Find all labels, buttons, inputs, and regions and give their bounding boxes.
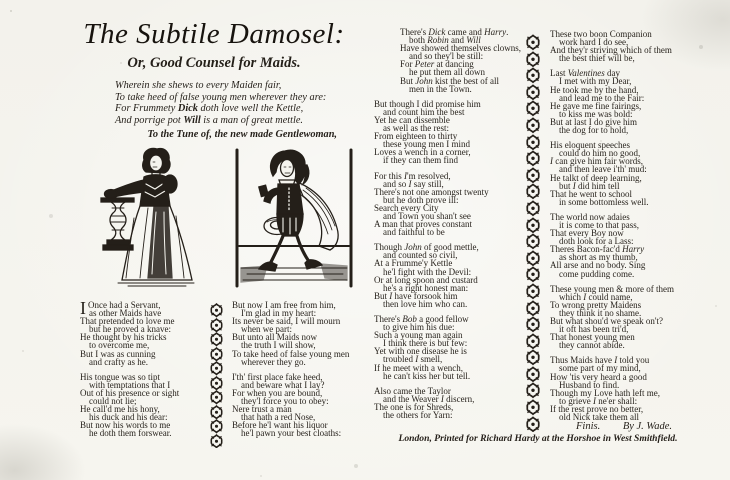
verse-line: He took me by the hand, (550, 84, 639, 95)
verse-line: Or at long spoon and custard (374, 274, 478, 285)
stanza (550, 30, 690, 62)
verse-line: the truth I will show, (241, 340, 316, 351)
verse-line: At a Frumme'y Kettle (374, 258, 453, 269)
verse-line: as short as my thumb, (559, 252, 638, 263)
verse-line: Thus Maids have I told you (550, 355, 650, 366)
verse-line: as other Maids have (89, 308, 162, 319)
verse-line: some part of my mind, (559, 363, 641, 374)
emphasized-name: Will (466, 35, 481, 46)
verse-line: troubled I smell, (383, 354, 443, 365)
printer-ornament-icon (209, 434, 224, 449)
verse-line: If he meet with a wench, (374, 362, 463, 373)
verse-line: But I have forsook him (374, 290, 458, 301)
verse-line: with temptations that I (89, 379, 171, 390)
verse-line: He gave me fine fairings, (550, 100, 642, 111)
verse-column-middle (374, 27, 521, 421)
verse-line: work hard I do see, (559, 37, 629, 48)
verse-line: could do him no good, (559, 148, 641, 159)
verse-line: which I could name, (559, 291, 633, 302)
verse-line: it oft has been tri'd, (559, 324, 629, 335)
emphasized-name: Robin (427, 35, 449, 46)
verse-line: He thought by his tricks (80, 332, 167, 343)
verse-line: as well as the rest: (383, 123, 449, 134)
verse-line: then love him who can. (383, 298, 468, 309)
printer-ornament-icon (525, 167, 541, 184)
verse-line: To wrong pretty Maidens (550, 299, 642, 310)
verse-line: Theres Bacon-fac'd Harry (550, 244, 645, 255)
printer-ornament-icon (525, 283, 541, 300)
verse-line: For Frummety Dick doth love well the Kettle, (115, 103, 304, 115)
printer-ornament-icon (209, 390, 224, 405)
verse-column-left-first (80, 298, 204, 439)
emphasized-name: I (389, 290, 393, 301)
verse-line: Search every City (374, 202, 439, 213)
paper-speckles (10, 10, 12, 12)
verse-line: For Peter at dancing (400, 59, 474, 70)
verse-line: He call'd me his hony, (80, 404, 160, 415)
stanza (80, 373, 204, 438)
printer-ornament-icon (525, 416, 541, 433)
verse-line: All arse and no body. Sing (550, 260, 646, 271)
stanza (80, 298, 204, 367)
verse-line: But though I did promise him (374, 98, 481, 109)
verse-line: I'm glad in my heart: (241, 308, 317, 319)
verse-line: it is come to that pass, (559, 219, 639, 230)
printer-ornament-icon (525, 217, 541, 234)
verse-line: they'l force you to obey: (241, 396, 329, 407)
verse-line: I think there is but few: (383, 338, 468, 349)
emphasized-name: John (415, 75, 433, 86)
stanza (374, 315, 514, 380)
verse-line: But what shou'd we speak on't? (550, 316, 663, 326)
finis-label: Finis. (576, 421, 601, 432)
verse-line: Yet he can dissemble (374, 114, 450, 125)
printer-ornament-icon (525, 382, 541, 399)
verse-line: Nere trust a man (232, 404, 292, 415)
printer-ornament-icon (525, 34, 541, 51)
verse-line: and crafty as he. (89, 356, 148, 367)
verse-line: Loves a wench in a corner, (374, 147, 471, 158)
verse-line: But at last I do give him (550, 116, 637, 127)
stanza (550, 356, 690, 421)
printer-ornament-icon (525, 67, 541, 84)
verse-line: If the rest prove no better, (550, 403, 644, 414)
verse-line: The world now adaies (550, 211, 630, 222)
stanza (232, 373, 356, 438)
verse-line: But unto all Maids now (232, 332, 317, 343)
emphasized-name: I (593, 395, 596, 406)
title-block (55, 18, 373, 140)
printer-ornament-icon (525, 51, 541, 68)
printer-ornament-icon (525, 84, 541, 101)
stanza (550, 285, 690, 350)
verse-line: come pudding come. (559, 268, 635, 279)
verse-line: he'l pawn your best cloaths: (241, 428, 342, 439)
verse-line: But now I am free from him, (232, 300, 336, 310)
stanza (374, 172, 514, 237)
verse-line: That honest young men (550, 332, 635, 343)
printer-ornament-icon (525, 183, 541, 200)
verse-line: How 'tis very heard a good (550, 371, 647, 382)
verse-line: Though John of good mettle, (374, 242, 479, 253)
verse-line: For this I'm resolved, (374, 170, 451, 181)
printer-ornament-icon (209, 303, 224, 318)
ornament-strip-right (525, 34, 541, 432)
stanza (550, 213, 690, 278)
verse-line: could not lie; (89, 396, 137, 407)
printer-ornament-icon (525, 266, 541, 283)
stanza (374, 387, 514, 419)
emphasized-name: Harry (484, 27, 507, 37)
verse-line: There's Dick came and Harry. (400, 27, 509, 37)
printer-ornament-icon (209, 405, 224, 420)
printer-ornament-icon (525, 200, 541, 217)
verse-line: but he proved a knave: (89, 324, 171, 335)
verse-line: in some bottomless well. (559, 196, 649, 207)
stanza (550, 141, 690, 206)
verse-line: Out of his presence or sight (80, 387, 180, 398)
emphasized-name: Dick (177, 103, 198, 115)
verse-line: Also came the Taylor (374, 385, 451, 396)
verse-line: But John kist the best of all (400, 75, 500, 86)
verse-line: That every Boy now (550, 228, 624, 239)
verse-line: and lead me to the Fair: (559, 92, 645, 103)
verse-line: wherever they go. (241, 356, 306, 367)
verse-line: and count him the best (383, 106, 465, 117)
page-title: The Subtile Damosel: (83, 18, 345, 50)
verse-line: He talkt of deep learning, (550, 172, 642, 183)
stanza (550, 69, 690, 134)
verse-line: he doth them forswear. (89, 428, 172, 439)
verse-line: the others for Yarn: (383, 410, 453, 421)
verse-line: he's a right honest man: (383, 282, 469, 293)
verse-line: These two boon Companion (550, 29, 652, 39)
verse-line: and so they'l be still: (409, 51, 484, 62)
verse-line: men in the Town. (409, 83, 472, 94)
verse-line: to kiss me was bold: (559, 108, 633, 119)
verse-line: Last Valentines day (550, 68, 620, 79)
printer-ornament-icon (209, 376, 224, 391)
verse-line: and then leave i'th' mud: (559, 164, 647, 175)
verse-line: these young men I mind (383, 139, 470, 150)
verse-line: but he doth prove ill: (383, 194, 459, 205)
verse-line: to overcome me, (89, 340, 150, 351)
verse-line: doth look for a Lass: (559, 236, 634, 247)
verse-line: I met with my Dear, (559, 76, 632, 87)
verse-line: Have showed themselves clowns, (400, 43, 521, 54)
printer-ornament-icon (525, 333, 541, 350)
page-subtitle: Or, Good Counsel for Maids. (127, 55, 301, 71)
verse-line: I can give him fair words, (550, 156, 643, 167)
verse-line: That he went to school (550, 188, 632, 199)
verse-line: But I was as cunning (80, 348, 156, 359)
verse-line: but I did him tell (559, 180, 620, 191)
printer-ornament-icon (209, 318, 224, 333)
emphasized-name: Peter (414, 59, 435, 70)
verse-line: he can't kiss her but tell. (383, 370, 471, 381)
verse-line: the best thief will be, (559, 53, 635, 64)
verse-line: Though my Love hath left me, (550, 387, 660, 398)
verse-line: These young men & more of them (550, 283, 674, 294)
emphasized-name: Bob (402, 314, 417, 324)
stanza (400, 27, 521, 94)
verse-line: But now his words to me (80, 420, 171, 431)
verse-line: Such a young man again (374, 330, 463, 341)
tune-line: To the Tune of, the new made Gentlewoman, (147, 128, 337, 140)
emphasized-name: John (404, 242, 422, 253)
verse-line: and counted so civil, (383, 250, 458, 261)
verse-line: and beware what I lay? (241, 379, 325, 390)
verse-line: I'th' first place fake heed, (232, 371, 323, 382)
verse-line: they cannot abide. (559, 340, 625, 351)
verse-line: and the Weaver I discern, (383, 393, 475, 404)
verse-line: to grieve I ne'er shall: (559, 395, 638, 406)
argument-verse (115, 80, 373, 127)
emphasized-name: I (614, 355, 618, 366)
finis-row (550, 421, 672, 432)
imprint-line: London, Printed for Richard Hardy at the Horshoe in West Smithfield. (398, 433, 678, 444)
verse-line: His tongue was so tipt (80, 371, 160, 382)
stanza (232, 301, 356, 366)
verse-line: he'l fight with the Devil: (383, 266, 472, 277)
printer-ornament-icon (525, 117, 541, 134)
printer-ornament-icon (525, 233, 541, 250)
printer-ornament-icon (525, 300, 541, 317)
verse-line: the dog for to hold, (559, 125, 629, 136)
verse-line: I Once had a Servant, (80, 298, 161, 318)
emphasized-name: Dick (428, 27, 446, 37)
woodcut-woman-at-pedestal-image (98, 146, 206, 288)
verse-line: Husband to find. (559, 379, 620, 390)
verse-line: To take heed of false young men wherever they are: (115, 91, 327, 103)
verse-line: That pretended to love me (80, 316, 175, 327)
verse-line: he put them all down (409, 67, 485, 78)
printer-ornament-icon (209, 332, 224, 347)
drop-cap: I (80, 298, 86, 318)
stanza (374, 100, 514, 165)
printer-ornament-icon (525, 316, 541, 333)
verse-line: Before he'l want his liquor (232, 420, 328, 431)
stanza (374, 243, 514, 308)
printer-ornament-icon (525, 250, 541, 267)
printer-ornament-icon (525, 134, 541, 151)
verse-line: old Nick take them all (559, 412, 639, 423)
printer-ornament-icon (209, 419, 224, 434)
emphasized-name: Harry (622, 244, 645, 255)
verse-line: both Robin and Will (409, 35, 481, 46)
verse-line: and Town you shan't see (383, 210, 471, 221)
verse-line: From eighteen to thirty (374, 131, 458, 142)
verse-line: to give him his due: (383, 322, 455, 333)
verse-line: The one is for Shreds, (374, 401, 454, 412)
verse-column-right (550, 30, 690, 421)
verse-line: Yet with one disease he is (374, 346, 467, 357)
verse-line: His eloquent speeches (550, 140, 630, 151)
emphasized-name: Will (183, 115, 201, 127)
verse-line: For when you are bound, (232, 387, 323, 398)
verse-line: they think it no shame. (559, 307, 642, 318)
emphasized-name: Valentines (567, 68, 605, 79)
emphasized-name: I (440, 393, 444, 404)
printer-ornament-icon (525, 366, 541, 383)
printer-ornament-icon (525, 399, 541, 416)
verse-line: Its never be said, I will mourn (232, 316, 341, 327)
ornament-strip-inner (209, 303, 224, 448)
verse-line: and faithful to be (383, 227, 445, 238)
verse-line: And they'r striving which of them (550, 45, 672, 56)
verse-line: his duck and his dear: (89, 412, 168, 423)
emphasized-name: I (550, 156, 553, 167)
author-credit: By J. Wade. (622, 421, 672, 432)
emphasized-name: I (572, 180, 576, 191)
verse-line: if they can them find (383, 155, 458, 166)
verse-line: and so I say still, (383, 178, 444, 189)
printer-ornament-icon (525, 349, 541, 366)
emphasized-name: I (583, 291, 587, 302)
emphasized-name: I (408, 178, 412, 189)
emphasized-name: I (415, 354, 419, 365)
verse-line: There's Bob a good fellow (374, 314, 469, 324)
verse-line: when we part: (241, 324, 292, 335)
verse-line: Wherein she shews to every Maiden fair, (115, 80, 282, 91)
verse-line: that hath a red Nose, (241, 412, 316, 423)
printer-ornament-icon (525, 150, 541, 167)
verse-line: There's not one amongst twenty (374, 186, 489, 197)
woodcut-man-with-cloak-image (233, 148, 355, 288)
verse-line: A man that proves constant (374, 219, 472, 230)
verse-column-left-second (232, 301, 356, 438)
printer-ornament-icon (525, 100, 541, 117)
emphasized-name: I (404, 170, 408, 181)
printer-ornament-icon (209, 347, 224, 362)
verse-line: And porrige pot Will is a man of great mettle. (115, 115, 304, 127)
printer-ornament-icon (209, 361, 224, 376)
verse-line: To take heed of false young men (232, 348, 350, 359)
